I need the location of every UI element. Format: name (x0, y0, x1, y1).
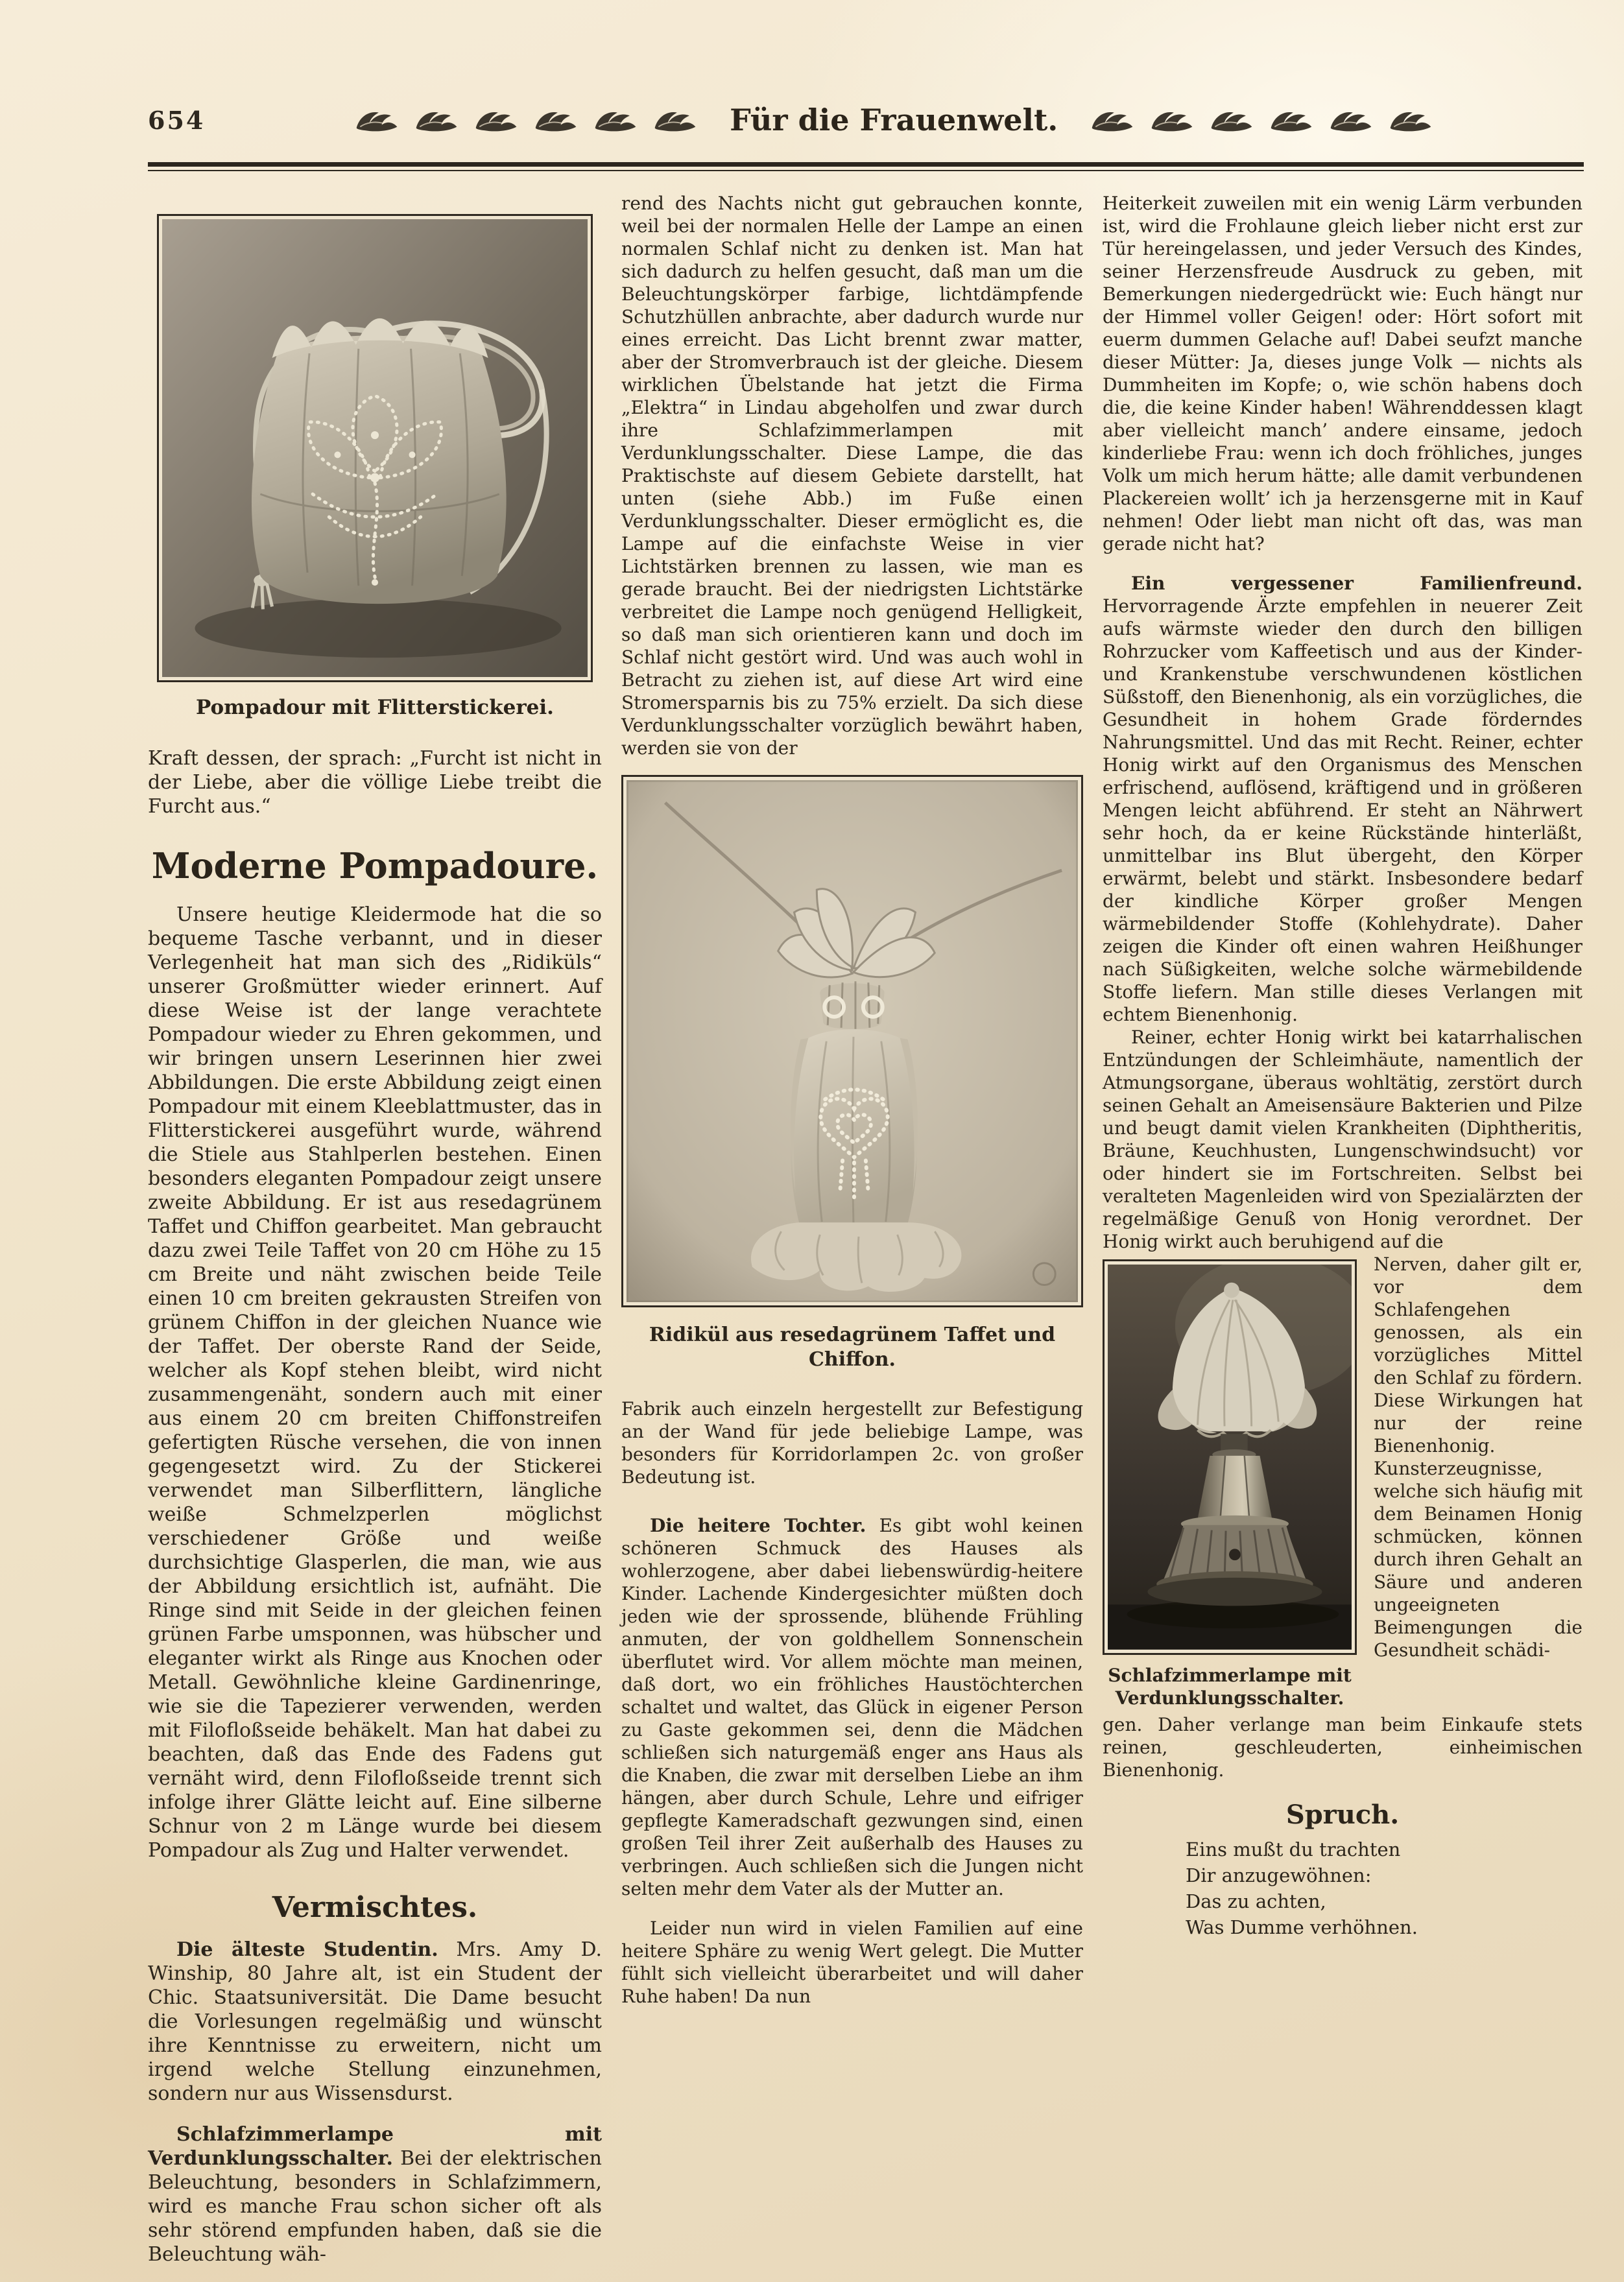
flourish-icon (532, 108, 579, 132)
ridikuel-caption: Ridikül aus resedagrünem Taffet und Chiffon. (649, 1324, 1056, 1371)
flourish-icon (1387, 108, 1434, 132)
daughter-item-paragraph-2: Leider nun wird in vielen Familien auf eine heitere Sphäre zu wenig Wert gelegt. Die Mutter fühlt sich vielleicht überarbeitet und will daher Ruhe haben! Da nun (621, 1918, 1083, 2008)
quote-fragment-paragraph: Kraft dessen, der sprach: „Furcht ist nicht in der Liebe, aber die völlige Liebe treibt die Furcht aus.“ (148, 747, 602, 818)
student-item-text: Mrs. Amy D. Winship, 80 Jahre alt, ist ein Student der Chic. Staatsuniversität. Die Dame besucht die Vorlesungen regelmäßig und wünscht ihre Kenntnisse zu erweitern, nicht um irgend welche Stellung einzunehmen, sondern nur aus Wissensdurst. (148, 1938, 602, 2105)
flourish-icon (1208, 108, 1255, 132)
flourish-icon (1268, 108, 1315, 132)
honey-item-text: Hervorragende Ärzte empfehlen in neuerer Zeit aufs wärmste wieder den durch den billigen Rohrzucker vom Kaffeetisch und aus der Kinder- und Krankenstube verschwundenen köstlichen Süßstoff, den Bienenhonig, als ein vorzügliches, die Gesundheit in hohem Grade förderndes Nahrungsmittel. Und das mit Recht. Reiner, echter Honig wirkt auf den Organismus des Menschen erfrischend, auflösend, kräftigend und in größeren Mengen leicht abführend. Er steht an Nährwert sehr hoch, da er keine Rückstände hinterläßt, unmittelbar ins Blut übergeht, den Körper erwärmt, belebt und stärkt. Insbesondere bedarf der kindliche Körper großer Mengen wärmebildender Stoffe (Kohlehydrate). Daher zeigen die Kinder oft einen wahren Heißhunger nach Süßigkeiten, welche solche wärmebildende Stoffe liefern. Man stille dieses Verlangen mit echtem Bienenhonig. (1103, 595, 1582, 1025)
flourish-icon (413, 108, 460, 132)
poem-line: Dir anzugewöhnen: (1186, 1864, 1372, 1886)
flourish-icon (473, 108, 519, 132)
flourish-icon (1089, 108, 1136, 132)
lamp-item-lead: Schlafzimmerlampe mit Verdunklungsschalter. (148, 2122, 602, 2170)
ridikuel-figure (621, 775, 1083, 1307)
flourish-icon (1328, 108, 1374, 132)
flourish-icon (592, 108, 639, 132)
pompadour-figure (157, 214, 593, 682)
pompadoure-body-paragraph: Unsere heutige Kleidermode hat die so bequeme Tasche verbannt, und in dieser Verlegenheit hat man sich des „Ridiküls“ unserer Großmütter wieder erinnert. Auf diese Weise ist der lange verachtete Pompadour wieder zu Ehren gekommen, und wir bringen unsern Leserinnen hier zwei Abbildungen. Die erste Abbildung zeigt einen Pompadour mit einem Kleeblattmuster, das in Flitterstickerei ausgeführt wurde, während die Stiele aus Stahlperlen bestehen. Einen besonders eleganten Pompadour zeigt unsere zweite Abbildung. Er ist aus resedagrünem Taffet und Chiffon gearbeitet. Man gebraucht dazu zwei Teile Taffet von 20 cm Höhe zu 15 cm Breite und näht zwischen beide Teile einen 10 cm breiten gekrausten Streifen von grünem Chiffon in der gleichen Nuance wie der Taffet. Der oberste Rand der Seide, welcher als Kopf stehen bleibt, wird nicht zusammengenäht, sondern auch mit einer aus einem 20 cm breiten Chiffonstreifen gefertigten Rüsche versehen, die von innen gegengesetzt wird. Zu der Stickerei verwendet man Silberflittern, längliche weiße Schmelzperlen möglichst verschiedener Größe und weiße durchsichtige Glasperlen, die man, wie aus der Abbildung ersichtlich ist, aufnäht. Die Ringe sind mit Seide in der gleichen feinen grünen Farbe umsponnen, was hübscher und eleganter wirkt als Ringe aus Knochen oder Metall. Gewöhnliche kleine Gardinenringe, wie sie die Tapezierer verwenden, werden mit Filofloßseide behäkelt. Man hat dabei zu beachten, daß das Ende des Fadens gut vernäht wird, denn Filofloßseide trennt sich infolge ihrer Glätte leicht auf. Eine silberne Schnur von 2 m Länge wurde bei diesem Pompadour als Zug und Halter verwendet. (148, 903, 602, 1862)
lamp-article-continuation-2: Fabrik auch einzeln hergestellt zur Befestigung an der Wand für jede beliebige Lampe, was besonders für Korridorlampen 2c. von großer Bedeutung ist. (621, 1398, 1083, 1488)
page-number: 654 (148, 105, 206, 135)
column-layout (148, 192, 1582, 2266)
daughter-item-lead: Die heitere Tochter. (650, 1515, 866, 1537)
daughter-item-text: Es gibt wohl keinen schöneren Schmuck des Hauses als wohlerzogene, aber dabei liebenswürdig-heitere Kinder. Lachende Kindergesichter müßten doch jeden wie der sprossende, blühende Frühling anmuten, der von goldhellem Sonnenschein überflutet wird. Vor allem möchte man meinen, daß dort, wo ein fröhliches Haustöchterchen schaltet und waltet, das Glück in eigener Person zu Gaste gekommen sei, denn die Mädchen schließen sich naturgemäß enger ans Haus als die Knaben, die zwar mit derselben Liebe an ihm hängen, aber durch Schule, Lehre und eifriger gepflegte Kameradschaft gezwungen sind, einen großen Teil ihrer Zeit außerhalb des Hauses zu verbringen. Auch schließen sich die Jungen nicht selten mehr dem Vater als der Mutter an. (621, 1515, 1084, 1900)
lamp-caption: Schlafzimmerlampe mit Verdunklungsschalter. (1108, 1664, 1352, 1709)
poem-line: Eins mußt du trachten (1186, 1838, 1401, 1860)
lamp-item-paragraph (148, 2122, 602, 2266)
pompadour-photo-illustration (162, 219, 588, 677)
ornament-strip-right (1089, 108, 1434, 132)
column-left (148, 192, 602, 2266)
section-title-vermischtes: Vermischtes. (272, 1890, 478, 1924)
column-middle (621, 192, 1083, 2266)
flourish-icon (1149, 108, 1195, 132)
lamp-photo-illustration (1108, 1265, 1352, 1650)
lamp-figure (1103, 1259, 1357, 1655)
honey-item-paragraph (1103, 572, 1582, 1026)
masthead-title: Für die Frauenwelt. (730, 102, 1058, 137)
poem-line: Das zu achten, (1186, 1890, 1326, 1912)
ornament-strip-left (353, 108, 699, 132)
flourish-icon (652, 108, 699, 132)
article-title-pompadoure: Moderne Pompadoure. (151, 845, 599, 887)
student-item-lead: Die älteste Studentin. (176, 1938, 438, 1961)
daughter-article-continuation: Heiterkeit zuweilen mit ein wenig Lärm verbunden ist, wird die Frohlaune gleich lieber nicht erst zur Tür hereingelassen, und jeder Versuch des Kindes, seiner Herzensfreude Ausdruck zu geben, mit Bemerkungen niedergedrückt wie: Euch hängt nur der Himmel voller Geigen! oder: Hört sofort mit euerm dummen Gelache auf! Dabei seufzt manche dieser Mütter: Ja, dieses junge Volk — nichts als Dummheiten im Kopfe; o, wie schön habens doch die, die keine Kinder haben! Währenddessen klagt aber vielleicht manch’ andere einsame, jedoch kinderliebe Frau: wenn ich doch fröhliches, junges Volk um mich herum hätte; alle damit verbundenen Plackereien wollt’ ich ja herzensgerne mit in Kauf nehmen! Oder liebt man nicht oft das, was man gerade nicht hat? (1103, 193, 1582, 554)
header-rule (148, 162, 1584, 171)
lamp-item-text: Bei der elektrischen Beleuchtung, besonders in Schlafzimmern, wird es manche Frau schon sicher oft als sehr störend empfunden haben, daß sie die Beleuchtung wäh- (148, 2146, 602, 2266)
spruch-title: Spruch. (1285, 1799, 1400, 1830)
honey-closing-text: gen. Daher verlange man beim Einkaufe stets reinen, geschleuderten, einheimischen Bienenhonig. (1103, 1713, 1582, 1781)
daughter-item-paragraph (621, 1514, 1083, 1900)
lamp-figure-block (1103, 1259, 1357, 1709)
lamp-article-continuation: rend des Nachts nicht gut gebrauchen konnte, weil bei der normalen Helle der Lampe an einen normalen Schlaf nicht zu denken ist. Man hat sich dadurch zu helfen gesucht, daß man um die Beleuchtungskörper farbige, lichtdämpfende Schutzhüllen anbrachte, aber dadurch wurde nur eines erreicht. Das Licht brennt zwar matter, aber der Stromverbrauch ist der gleiche. Diesem wirklichen Übelstande hat jetzt die Firma „Elektra“ in Lindau abgeholfen und zwar durch ihre Schlafzimmerlampen mit Verdunklungsschalter. Diese Lampe, die das Praktischste auf diesem Gebiete darstellt, hat unten (siehe Abb.) im Fuße einen Verdunklungsschalter. Dieser ermöglicht es, die Lampe auf die einfachste Weise in vier Lichtstärken brennen zu lassen, wie man es gerade braucht. Bei der niedrigsten Lichtstärke verbreitet die Lampe noch genügend Helligkeit, so daß man sich orientieren kann und doch im Schlaf nicht gestört wird. Und was auch wohl in Betracht zu ziehen ist, auf diese Art wird eine Stromersparnis bis zu 75% erzielt. Da sich diese Verdunklungsschalter vorzüglich bewährt haben, werden sie von der (621, 193, 1083, 759)
page-header (148, 102, 1582, 137)
column-right (1103, 192, 1582, 2266)
masthead (205, 102, 1582, 137)
flourish-icon (353, 108, 400, 132)
ridikuel-photo-illustration (627, 780, 1078, 1302)
poem-line: Was Dumme verhöhnen. (1186, 1916, 1418, 1938)
spruch-poem (1186, 1836, 1582, 1940)
honey-side-text: Nerven, daher gilt er, vor dem Schlafengehen genossen, als ein vorzügliches Mittel den Schlaf zu fördern. Diese Wirkungen hat nur der reine Bienenhonig. Kunsterzeugnisse, welche sich häufig mit dem Beinamen Honig schmücken, können durch ihren Gehalt an Säure und anderen ungeeigneten Beimengungen die Gesundheit schädi- (1374, 1254, 1582, 1661)
student-item-paragraph (148, 1938, 602, 2106)
honey-item-lead: Ein vergessener Familienfreund. (1131, 573, 1582, 594)
honey-item-paragraph-2: Reiner, echter Honig wirkt bei katarrhalischen Entzündungen der Schleimhäute, namentlich der Atmungsorgane, überaus wohltätig, zerstört durch seinen Gehalt an Ameisensäure Bakterien und Pilze und beugt damit vielen Krankheiten (Diphtheritis, Bräune, Keuchhusten, Lungenschwindsucht) vor oder hindert sie im Fortschreiten. Selbst bei veralteten Magenleiden wird von Spezialärzten der regelmäßige Genuß von Honig verordnet. Der Honig wirkt auch beruhigend auf die (1103, 1027, 1582, 1252)
pompadour-caption: Pompadour mit Flitterstickerei. (196, 696, 554, 720)
